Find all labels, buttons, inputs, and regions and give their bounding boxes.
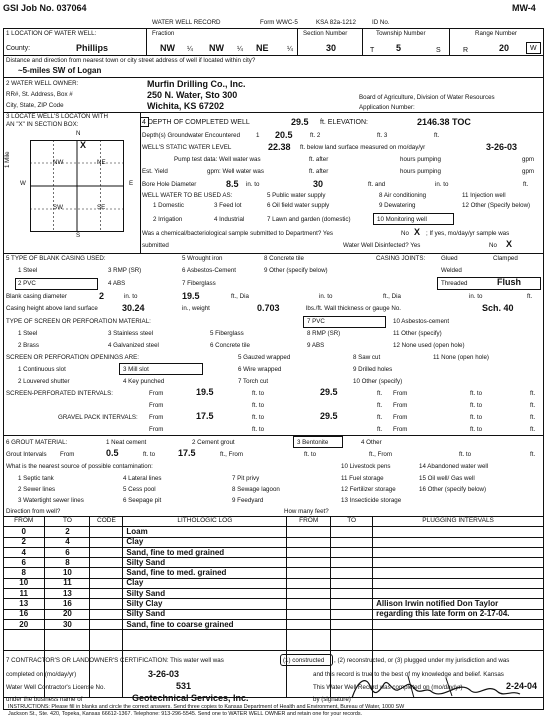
grout-ft-to: ft. to bbox=[143, 451, 156, 458]
casing-opt-6: 6 Asbestos-Cement bbox=[182, 267, 236, 274]
how-many-feet-label: How many feet? bbox=[284, 508, 329, 515]
bore-in-to: in. to bbox=[246, 181, 260, 188]
county-value: Phillips bbox=[76, 43, 109, 53]
grout-from: From bbox=[60, 451, 75, 458]
screen-label: TYPE OF SCREEN OR PERFORATION MATERIAL: bbox=[6, 318, 151, 325]
elevation-value: 2146.38 TOC bbox=[417, 117, 471, 127]
chem-label: Was a chemical/bacteriological sample submitted to Department? Yes bbox=[142, 230, 333, 237]
screen-opt-3: 3 Stainless steel bbox=[108, 330, 154, 337]
static-date: 3-26-03 bbox=[486, 142, 518, 152]
owner-address: 250 N. Water, Sto 300 bbox=[147, 90, 238, 100]
submitted-label: submitted bbox=[142, 242, 169, 249]
opening-7: 7 Torch cut bbox=[238, 378, 269, 385]
log-to: 11 bbox=[45, 578, 90, 588]
contam-12: 12 Fertilizer storage bbox=[341, 486, 396, 493]
section-box-label-2: AN "X" IN SECTION BOX: bbox=[6, 121, 79, 128]
contam-14: 14 Abandoned water well bbox=[419, 463, 489, 470]
gravel-ft-2: ft. bbox=[530, 414, 536, 421]
opening-6: 6 Wire wrapped bbox=[238, 366, 282, 373]
use-5: 5 Public water supply bbox=[267, 192, 326, 199]
contam-15: 15 Oil well/ Gas well bbox=[419, 475, 475, 482]
log-desc: Sand, fine to med grained bbox=[123, 547, 287, 557]
board-label: Board of Agriculture, Division of Water Resources bbox=[359, 94, 495, 101]
section-grid bbox=[30, 140, 124, 232]
contamination-label: What is the nearest source of possible contamination: bbox=[6, 463, 153, 470]
casing-label: 5 TYPE OF BLANK CASING USED: bbox=[6, 255, 106, 262]
joints-welded: Welded bbox=[441, 267, 462, 274]
casing-gauge: Sch. 40 bbox=[482, 303, 514, 313]
log-to: 10 bbox=[45, 568, 90, 578]
casing-diameter-to: 19.5 bbox=[182, 291, 200, 301]
contam-9: 9 Feedyard bbox=[232, 497, 264, 504]
static-value: 22.38 bbox=[268, 142, 291, 152]
use-6: 6 Oil field water supply bbox=[267, 202, 330, 209]
range-value: 20 bbox=[499, 43, 510, 53]
gw-ft: ft. bbox=[434, 132, 440, 139]
sw-label: SW bbox=[53, 204, 63, 211]
casing-opt-2-selected: 2 PVC bbox=[18, 280, 36, 287]
gw-value: 20.5 bbox=[275, 130, 293, 140]
gravel-from-4: From bbox=[393, 426, 408, 433]
west-label: W bbox=[20, 180, 26, 187]
groundwater-label: Depth(s) Groundwater Encountered bbox=[142, 132, 241, 139]
bore-in-to-2: in. to bbox=[435, 181, 449, 188]
opening-5: 5 Gauzed wrapped bbox=[238, 354, 291, 361]
casing-in-to-2: in. to bbox=[319, 293, 333, 300]
business-name: Geotechnical Services, Inc. bbox=[132, 693, 249, 703]
yield-gpm: gpm bbox=[522, 168, 535, 175]
log-to: 13 bbox=[45, 589, 90, 599]
casing-height-value: 30.24 bbox=[122, 303, 145, 313]
gravel-ft-4: ft. bbox=[530, 426, 536, 433]
contam-1: 1 Septic tank bbox=[18, 475, 54, 482]
distance-value: ~5-miles SW of Logan bbox=[18, 66, 102, 75]
casing-in-to: in. to bbox=[124, 293, 138, 300]
log-to: 4 bbox=[45, 537, 90, 547]
gw-2: ft. 2 bbox=[310, 132, 321, 139]
gravel-ftto-4: ft. to bbox=[470, 426, 483, 433]
casing-diameter-label: Blank casing diameter bbox=[6, 293, 67, 300]
table-row bbox=[3, 537, 544, 547]
log-to: 30 bbox=[45, 619, 90, 629]
log-from: 20 bbox=[3, 619, 45, 629]
record-text: and this record is true to the best of my knowledge and belief. Kansas bbox=[313, 671, 504, 678]
disinfected-label: Water Well Disinfected? Yes bbox=[343, 242, 421, 249]
bore-value: 8.5 bbox=[226, 179, 239, 189]
mile-label: 1 Mile bbox=[4, 151, 11, 168]
use-9: 9 Dewatering bbox=[379, 202, 416, 209]
south-label: S bbox=[76, 232, 81, 239]
screen-opt-2: 2 Brass bbox=[18, 342, 39, 349]
casing-opt-1: 1 Steel bbox=[18, 267, 38, 274]
use-8: 8 Air conditioning bbox=[379, 192, 427, 199]
screen-ft-3: ft. bbox=[377, 402, 383, 409]
se-label: SE bbox=[97, 204, 106, 211]
screen-ftto-1: ft. to bbox=[252, 390, 265, 397]
contam-11: 11 Fuel storage bbox=[341, 475, 384, 482]
quarter-1: ¼ bbox=[187, 46, 193, 53]
log-header-plugging: PLUGGING INTERVALS bbox=[373, 517, 544, 527]
cert-rest: , (2) reconstructed, or (3) plugged under my jurisdiction and was bbox=[334, 657, 510, 664]
signature-scribble bbox=[348, 672, 524, 704]
log-header-from-2: FROM bbox=[287, 517, 331, 527]
fraction-2: NW bbox=[209, 43, 224, 53]
grout-label: 6 GROUT MATERIAL: bbox=[6, 439, 68, 446]
nw-label: NW bbox=[53, 159, 64, 166]
elevation-label: ft. ELEVATION: bbox=[320, 119, 368, 126]
log-from: 10 bbox=[3, 578, 45, 588]
grout-ft-from-2: ft., From bbox=[369, 451, 393, 458]
north-label: N bbox=[76, 130, 81, 137]
casing-lbs: lbs./ft. Wall thickness or gauge No. bbox=[306, 305, 402, 312]
static-tail: ft. below land surface measured on mo/day/yr bbox=[300, 144, 426, 151]
screen-opt-5: 5 Fiberglass bbox=[210, 330, 244, 337]
log-desc: Silty Sand bbox=[123, 589, 287, 599]
owner-city: Wichita, KS 67202 bbox=[147, 101, 224, 111]
screen-ft-2: ft. bbox=[530, 390, 536, 397]
log-desc: Loam bbox=[123, 527, 287, 537]
screen-opt-10: 10 Asbestos-cement bbox=[393, 318, 450, 325]
plugging-note-1: Allison Irwin notified Don Taylor bbox=[373, 599, 544, 609]
bore-to-value: 30 bbox=[313, 179, 324, 189]
range-w: W bbox=[530, 45, 537, 52]
log-from: 4 bbox=[3, 547, 45, 557]
completed2-date: 2-24-04 bbox=[506, 681, 538, 691]
use-7: 7 Lawn and garden (domestic) bbox=[267, 216, 351, 223]
gravel-ft-3: ft. bbox=[377, 426, 383, 433]
use-12: 12 Other (Specify below) bbox=[462, 202, 531, 209]
grout-ft-to-3: ft. to bbox=[459, 451, 472, 458]
joints-glued: Glued bbox=[441, 255, 458, 262]
gw-3: ft. 3 bbox=[377, 132, 388, 139]
gravel-ftto-1: ft. to bbox=[252, 414, 265, 421]
footer-line-2: Jackson St., Ste. 420, Topeka, Kansas 66612-1367. Telephone: 913-296-5545. Send one to WATER WELL OWNER and retain one for your records. bbox=[8, 711, 363, 717]
use-1: 1 Domestic bbox=[153, 202, 184, 209]
joints-flush: Flush bbox=[497, 277, 521, 287]
gravel-ft-1: ft. bbox=[377, 414, 383, 421]
log-desc: Sand, fine to med. grained bbox=[123, 568, 287, 578]
owner-name: Murfin Drilling Co., Inc. bbox=[147, 79, 246, 89]
log-header-lithology: LITHOLOGIC LOG bbox=[123, 517, 287, 527]
screen-from-2: From bbox=[393, 390, 408, 397]
screen-from-1: From bbox=[149, 390, 164, 397]
static-label: WELL'S STATIC WATER LEVEL bbox=[142, 144, 232, 151]
business-label: under the business name of bbox=[6, 696, 83, 703]
screen-opt-9: 9 ABS bbox=[307, 342, 325, 349]
log-to: 6 bbox=[45, 547, 90, 557]
bore-label: Bore Hole Diameter bbox=[142, 181, 197, 188]
log-from: 13 bbox=[3, 599, 45, 609]
gravel-from-2: From bbox=[393, 414, 408, 421]
township-s: S bbox=[436, 47, 441, 54]
table-row bbox=[3, 547, 544, 557]
bore-ft: ft. bbox=[523, 181, 529, 188]
pump-hours: hours pumping bbox=[400, 156, 441, 163]
log-to: 2 bbox=[45, 527, 90, 537]
section-x-mark: X bbox=[80, 140, 87, 150]
pump-after: ft. after bbox=[309, 156, 329, 163]
pump-gpm: gpm bbox=[522, 156, 535, 163]
opening-9: 9 Drilled holes bbox=[353, 366, 393, 373]
log-to: 8 bbox=[45, 558, 90, 568]
log-from: 11 bbox=[3, 589, 45, 599]
table-row bbox=[3, 609, 544, 619]
depth-value: 29.5 bbox=[291, 117, 309, 127]
contam-10: 10 Livestock pens bbox=[341, 463, 391, 470]
use-3: 3 Feed lot bbox=[214, 202, 242, 209]
table-row bbox=[3, 568, 544, 578]
rr-label: RR#, St. Address, Box # bbox=[6, 91, 73, 98]
screen-ftto-3: ft. to bbox=[252, 402, 265, 409]
grout-ft-from-1: ft., From bbox=[220, 451, 244, 458]
yield-label: Est. Yield bbox=[142, 168, 168, 175]
fraction-label: Fraction bbox=[152, 30, 175, 37]
quarter-3: ¼ bbox=[287, 46, 293, 53]
table-row bbox=[3, 589, 544, 599]
cert-constructed-selected: (1) constructed bbox=[283, 657, 325, 664]
gravel-to-value: 29.5 bbox=[320, 411, 338, 421]
casing-weight-value: 0.703 bbox=[257, 303, 280, 313]
screen-opt-11: 11 Other (specify) bbox=[393, 330, 442, 337]
use-11: 11 Injection well bbox=[462, 192, 506, 199]
casing-in-to-3: in. to bbox=[469, 293, 483, 300]
gravel-ftto-3: ft. to bbox=[252, 426, 265, 433]
fraction-1: NW bbox=[160, 43, 175, 53]
opening-2: 2 Louvered shutter bbox=[18, 378, 70, 385]
log-desc: Silty Sand bbox=[123, 609, 287, 619]
use-4: 4 Industrial bbox=[214, 216, 245, 223]
casing-ft-dia-2: ft., Dia bbox=[383, 293, 401, 300]
screen-ft-1: ft. bbox=[377, 390, 383, 397]
log-desc: Silty Clay bbox=[123, 599, 287, 609]
plugging-note-2: regarding this late form on 2-17-04. bbox=[373, 609, 544, 619]
quarter-2: ¼ bbox=[237, 46, 243, 53]
contam-7: 7 Pit privy bbox=[232, 475, 260, 482]
contam-8: 8 Sewage lagoon bbox=[232, 486, 280, 493]
table-row bbox=[3, 558, 544, 568]
township-t: T bbox=[370, 47, 375, 54]
screen-opt-6: 6 Concrete tile bbox=[210, 342, 250, 349]
contam-6: 6 Seepage pit bbox=[123, 497, 162, 504]
grout-opt-4: 4 Other bbox=[361, 439, 382, 446]
table-row bbox=[3, 578, 544, 588]
gw-1: 1 bbox=[256, 132, 260, 139]
opening-11: 11 None (open hole) bbox=[433, 354, 489, 361]
screen-intervals-label: SCREEN-PERFORATED INTERVALS: bbox=[6, 390, 113, 397]
bore-ft-and: ft. and bbox=[368, 181, 386, 188]
gravel-from-3: From bbox=[149, 426, 164, 433]
table-row bbox=[3, 599, 544, 609]
fraction-3: NE bbox=[256, 43, 269, 53]
section-number-value: 30 bbox=[326, 43, 337, 53]
cert-label: 7 CONTRACTOR'S OR LANDOWNER'S CERTIFICATION: This water well was bbox=[6, 657, 224, 664]
screen-opt-7-selected: 7 PVC bbox=[307, 318, 325, 325]
log-header-from: FROM bbox=[3, 517, 45, 527]
log-from: 8 bbox=[3, 568, 45, 578]
section-box-label-1: 3 LOCATE WELL'S LOCATON WITH bbox=[6, 113, 108, 120]
screen-opt-4: 4 Galvanized steel bbox=[108, 342, 159, 349]
casing-opt-9: 9 Other (specify below) bbox=[264, 267, 328, 274]
yield-tail: gpm: Well water was bbox=[207, 168, 264, 175]
casing-ft: ft. bbox=[527, 293, 533, 300]
gravel-from-1: From bbox=[149, 414, 164, 421]
screen-from-3: From bbox=[149, 402, 164, 409]
casing-opt-8: 8 Concrete tile bbox=[264, 255, 304, 262]
chem-no: No bbox=[401, 230, 409, 237]
screen-ft-4: ft. bbox=[530, 402, 536, 409]
opening-3-selected: 3 Mill slot bbox=[123, 366, 149, 373]
log-from: 16 bbox=[3, 609, 45, 619]
contam-3: 3 Watertight sewer lines bbox=[18, 497, 84, 504]
screen-opt-8: 8 RMP (SR) bbox=[307, 330, 341, 337]
city-label: City, State, ZIP Code bbox=[6, 102, 64, 109]
opening-8: 8 Saw cut bbox=[353, 354, 381, 361]
form-title: WATER WELL RECORD bbox=[152, 19, 221, 26]
county-label: County: bbox=[6, 45, 31, 52]
gravel-label: GRAVEL PACK INTERVALS: bbox=[58, 414, 138, 421]
screen-ftto-2: ft. to bbox=[470, 390, 483, 397]
range-r: R bbox=[463, 47, 469, 54]
completed-label: completed on (mo/day/yr) bbox=[6, 671, 77, 678]
footer-line-1: INSTRUCTIONS: Please fill in blanks and circle the correct answers. Send three copies to Kansas Department of Health and Environment, Bureau of Water, 1000 SW bbox=[8, 704, 405, 710]
grout-from-value: 0.5 bbox=[106, 448, 119, 458]
completed2-label: This Water Well Record was completed on (mo/day/yr) bbox=[313, 684, 463, 691]
log-from: 0 bbox=[3, 527, 45, 537]
screen-from-4: From bbox=[393, 402, 408, 409]
application-number-label: Application Number: bbox=[359, 104, 415, 111]
casing-height-label: Casing height above land surface bbox=[6, 305, 98, 312]
distance-label: Distance and direction from nearest town or city street address of well if located within city? bbox=[6, 57, 256, 64]
range-label: Range Number bbox=[475, 30, 517, 37]
location-section-label: 1 LOCATION OF WATER WELL: bbox=[6, 30, 97, 37]
joints-label: CASING JOINTS: bbox=[376, 255, 426, 262]
gravel-ftto-2: ft. to bbox=[470, 414, 483, 421]
owner-label: 2 WATER WELL OWNER: bbox=[6, 80, 79, 87]
grout-intervals-label: Grout Intervals bbox=[6, 451, 47, 458]
log-header-to-2: TO bbox=[331, 517, 373, 527]
screen-opt-12: 12 None used (open hole) bbox=[393, 342, 465, 349]
grout-ft: ft. bbox=[530, 451, 536, 458]
log-header-code: CODE bbox=[90, 517, 123, 527]
table-row bbox=[3, 527, 544, 537]
use-2: 2 Irrigation bbox=[153, 216, 183, 223]
license-label: Water Well Contractor's License No. bbox=[6, 684, 106, 691]
opening-10: 10 Other (specify) bbox=[353, 378, 403, 385]
grout-opt-3-selected: 3 Bentonite bbox=[297, 439, 329, 446]
contam-16: 16 Other (specify below) bbox=[419, 486, 487, 493]
screen-from-value: 19.5 bbox=[196, 387, 214, 397]
log-desc: Sand, fine to coarse grained bbox=[123, 619, 287, 629]
township-value: 5 bbox=[396, 43, 402, 53]
disinfected-x: X bbox=[506, 239, 513, 249]
grout-to-value: 17.5 bbox=[178, 448, 196, 458]
contam-2: 2 Sewer lines bbox=[18, 486, 56, 493]
casing-opt-4: 4 ABS bbox=[108, 280, 126, 287]
casing-opt-5: 5 Wrought iron bbox=[182, 255, 223, 262]
gravel-from-value: 17.5 bbox=[196, 411, 214, 421]
chem-x: X bbox=[414, 227, 421, 237]
casing-diameter-value: 2 bbox=[99, 291, 105, 301]
opening-4: 4 Key punched bbox=[123, 378, 165, 385]
table-row bbox=[3, 619, 544, 629]
opening-1: 1 Continuous slot bbox=[18, 366, 66, 373]
direction-label: Direction from well? bbox=[6, 508, 61, 515]
contam-13: 13 Insecticide storage bbox=[341, 497, 402, 504]
joints-threaded: Threaded bbox=[441, 280, 468, 287]
casing-in-weight: in., weight bbox=[182, 305, 210, 312]
screen-opt-1: 1 Steel bbox=[18, 330, 38, 337]
ne-label: NE bbox=[97, 159, 106, 166]
yield-after: ft. after bbox=[309, 168, 329, 175]
contam-5: 5 Cess pool bbox=[123, 486, 156, 493]
screen-ftto-4: ft. to bbox=[470, 402, 483, 409]
chem-tail: ; If yes, mo/day/yr sample was bbox=[426, 230, 510, 237]
casing-opt-7: 7 Fiberglass bbox=[182, 280, 216, 287]
contam-4: 4 Lateral lines bbox=[123, 475, 162, 482]
log-to: 16 bbox=[45, 599, 90, 609]
grout-opt-2: 2 Cement grout bbox=[192, 439, 235, 446]
east-label: E bbox=[129, 180, 134, 187]
casing-ft-dia-1: ft., Dia bbox=[231, 293, 249, 300]
openings-label: SCREEN OR PERFORATION OPENINGS ARE: bbox=[6, 354, 139, 361]
form-number: Form WWC-5 bbox=[260, 19, 298, 26]
id-number-label: ID No. bbox=[372, 19, 390, 26]
log-from: 6 bbox=[3, 558, 45, 568]
license-value: 531 bbox=[176, 681, 192, 691]
depth-label: 4 DEPTH OF COMPLETED WELL bbox=[142, 119, 250, 126]
well-id: MW-4 bbox=[512, 3, 536, 13]
disinfected-no: No bbox=[489, 242, 497, 249]
joints-clamped: Clamped bbox=[493, 255, 518, 262]
log-desc: Clay bbox=[123, 537, 287, 547]
grout-ft-to-2: ft. to bbox=[304, 451, 317, 458]
completed-date: 3-26-03 bbox=[148, 669, 180, 679]
yield-hours: hours pumping bbox=[400, 168, 441, 175]
log-from: 2 bbox=[3, 537, 45, 547]
log-header-to: TO bbox=[45, 517, 90, 527]
township-label: Township Number bbox=[376, 30, 426, 37]
signature-label: by (signature) bbox=[313, 696, 351, 703]
log-desc: Clay bbox=[123, 578, 287, 588]
grout-opt-1: 1 Neat cement bbox=[106, 439, 147, 446]
log-desc: Silty Sand bbox=[123, 558, 287, 568]
screen-to-value: 29.5 bbox=[320, 387, 338, 397]
use-10-selected: 10 Monitoring well bbox=[377, 216, 427, 223]
use-label: WELL WATER TO BE USED AS: bbox=[142, 192, 233, 199]
pump-test-label: Pump test data: Well water was bbox=[174, 156, 261, 163]
job-number: GSI Job No. 037064 bbox=[3, 3, 87, 13]
ksa-number: KSA 82a-1212 bbox=[316, 19, 356, 26]
casing-opt-3: 3 RMP (SR) bbox=[108, 267, 142, 274]
log-to: 20 bbox=[45, 609, 90, 619]
section-number-label: Section Number bbox=[303, 30, 348, 37]
